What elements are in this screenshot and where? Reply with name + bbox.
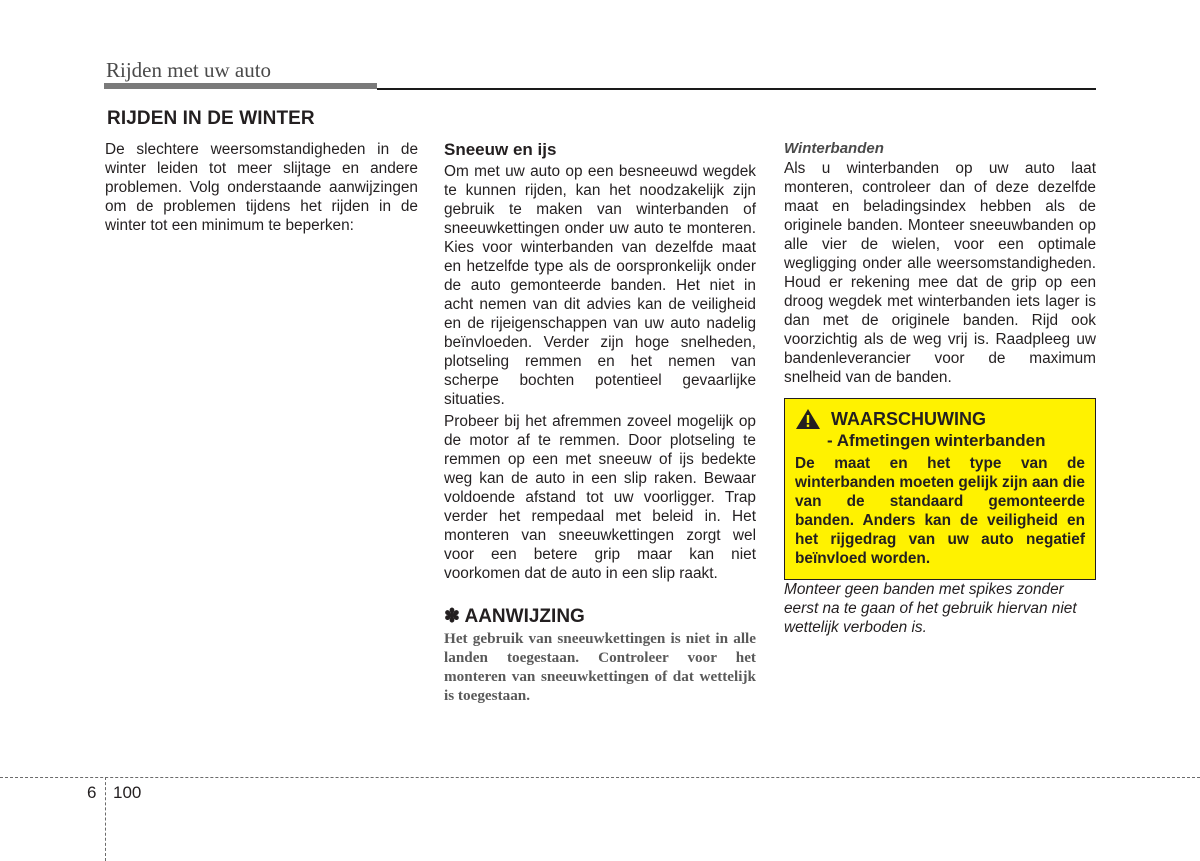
chapter-title: Rijden met uw auto bbox=[106, 58, 272, 82]
footer-vertical-rule bbox=[105, 777, 106, 861]
snow-ice-heading: Sneeuw en ijs bbox=[444, 140, 557, 159]
warning-triangle-icon bbox=[795, 408, 821, 430]
header-rule-thin bbox=[377, 88, 1096, 90]
snow-ice-paragraph-2: Probeer bij het afremmen zoveel mogelijk op de motor af te remmen. Door plotseling te remmen op een met sneeuw of ijs bedekte weg kan de auto in een slip raken. Bewaar voldoende afstand tot uw voorligger. Trap verder het rempedaal met beleid in. Het monteren van sneeuwkettingen zorgt wel voor een betere grip maar kan niet voorkomen dat de auto in een slip raakt. bbox=[444, 413, 756, 582]
warning-box bbox=[784, 398, 1096, 580]
note-title: ✽ AANWIJZING bbox=[444, 606, 585, 627]
winter-tires-paragraph: Als u winterbanden op uw auto laat monteren, controleer dan of deze dezelfde maat en beladingsindex hebben als de originele banden. Monteer sneeuwbanden op alle vier de wielen, voor een optimale wegligging onder alle weersomstandigheden. Houd er rekening mee dat de grip op een droog wegdek met winterbanden iets lager is dan met de originele banden. Rijd ook voorzichtig als de weg vrij is. Raadpleeg uw bandenleverancier voor de maximum snelheid van de banden. bbox=[784, 160, 1096, 386]
spikes-note: Monteer geen banden met spikes zonder eerst na te gaan of het gebruik hiervan niet wettelijk verboden is. bbox=[784, 581, 1077, 636]
intro-paragraph: De slechtere weersomstandigheden in de winter leiden tot meer slijtage en andere problemen. Volg onderstaande aanwijzingen om de problemen tijdens het rijden in de winter tot een minimum te beperken: bbox=[105, 141, 418, 234]
column-left bbox=[105, 140, 418, 235]
section-title: RIJDEN IN DE WINTER bbox=[107, 108, 315, 129]
header-rule-thick bbox=[104, 83, 377, 89]
column-middle bbox=[444, 139, 756, 705]
page-number: 100 bbox=[113, 783, 142, 802]
warning-subtitle: - Afmetingen winterbanden bbox=[827, 431, 1046, 450]
warning-text: De maat en het type van de winterbanden moeten gelijk zijn aan die van de standaard gemonteerde banden. Anders kan de veiligheid en het rijgedrag van uw auto negatief beïnvloed worden. bbox=[795, 455, 1085, 567]
column-right bbox=[784, 139, 1096, 637]
warning-title: WAARSCHUWING bbox=[831, 408, 986, 429]
footer-rule bbox=[0, 777, 1200, 778]
chapter-number: 6 bbox=[87, 783, 97, 802]
note-text: Het gebruik van sneeuwkettingen is niet in alle landen toegestaan. Controleer voor het monteren van sneeuwkettingen of dat wettelijk is toegestaan. bbox=[444, 630, 756, 704]
snow-ice-paragraph-1: Om met uw auto op een besneeuwd wegdek te kunnen rijden, kan het noodzakelijk zijn gebruik te maken van winterbanden of sneeuwkettingen onder uw auto te monteren. Kies voor winterbanden van dezelfde maat en hetzelfde type als de oorspronkelijk onder de auto gemonteerde banden. Het niet in acht nemen van dit advies kan de veiligheid en de rijeigenschappen van uw auto nadelig beïnvloeden. Verder zijn hoge snelheden, plotseling remmen en het nemen van scherpe bochten potentieel gevaarlijke situaties. bbox=[444, 163, 756, 408]
winter-tires-heading: Winterbanden bbox=[784, 140, 884, 157]
warning-header bbox=[795, 408, 1085, 430]
